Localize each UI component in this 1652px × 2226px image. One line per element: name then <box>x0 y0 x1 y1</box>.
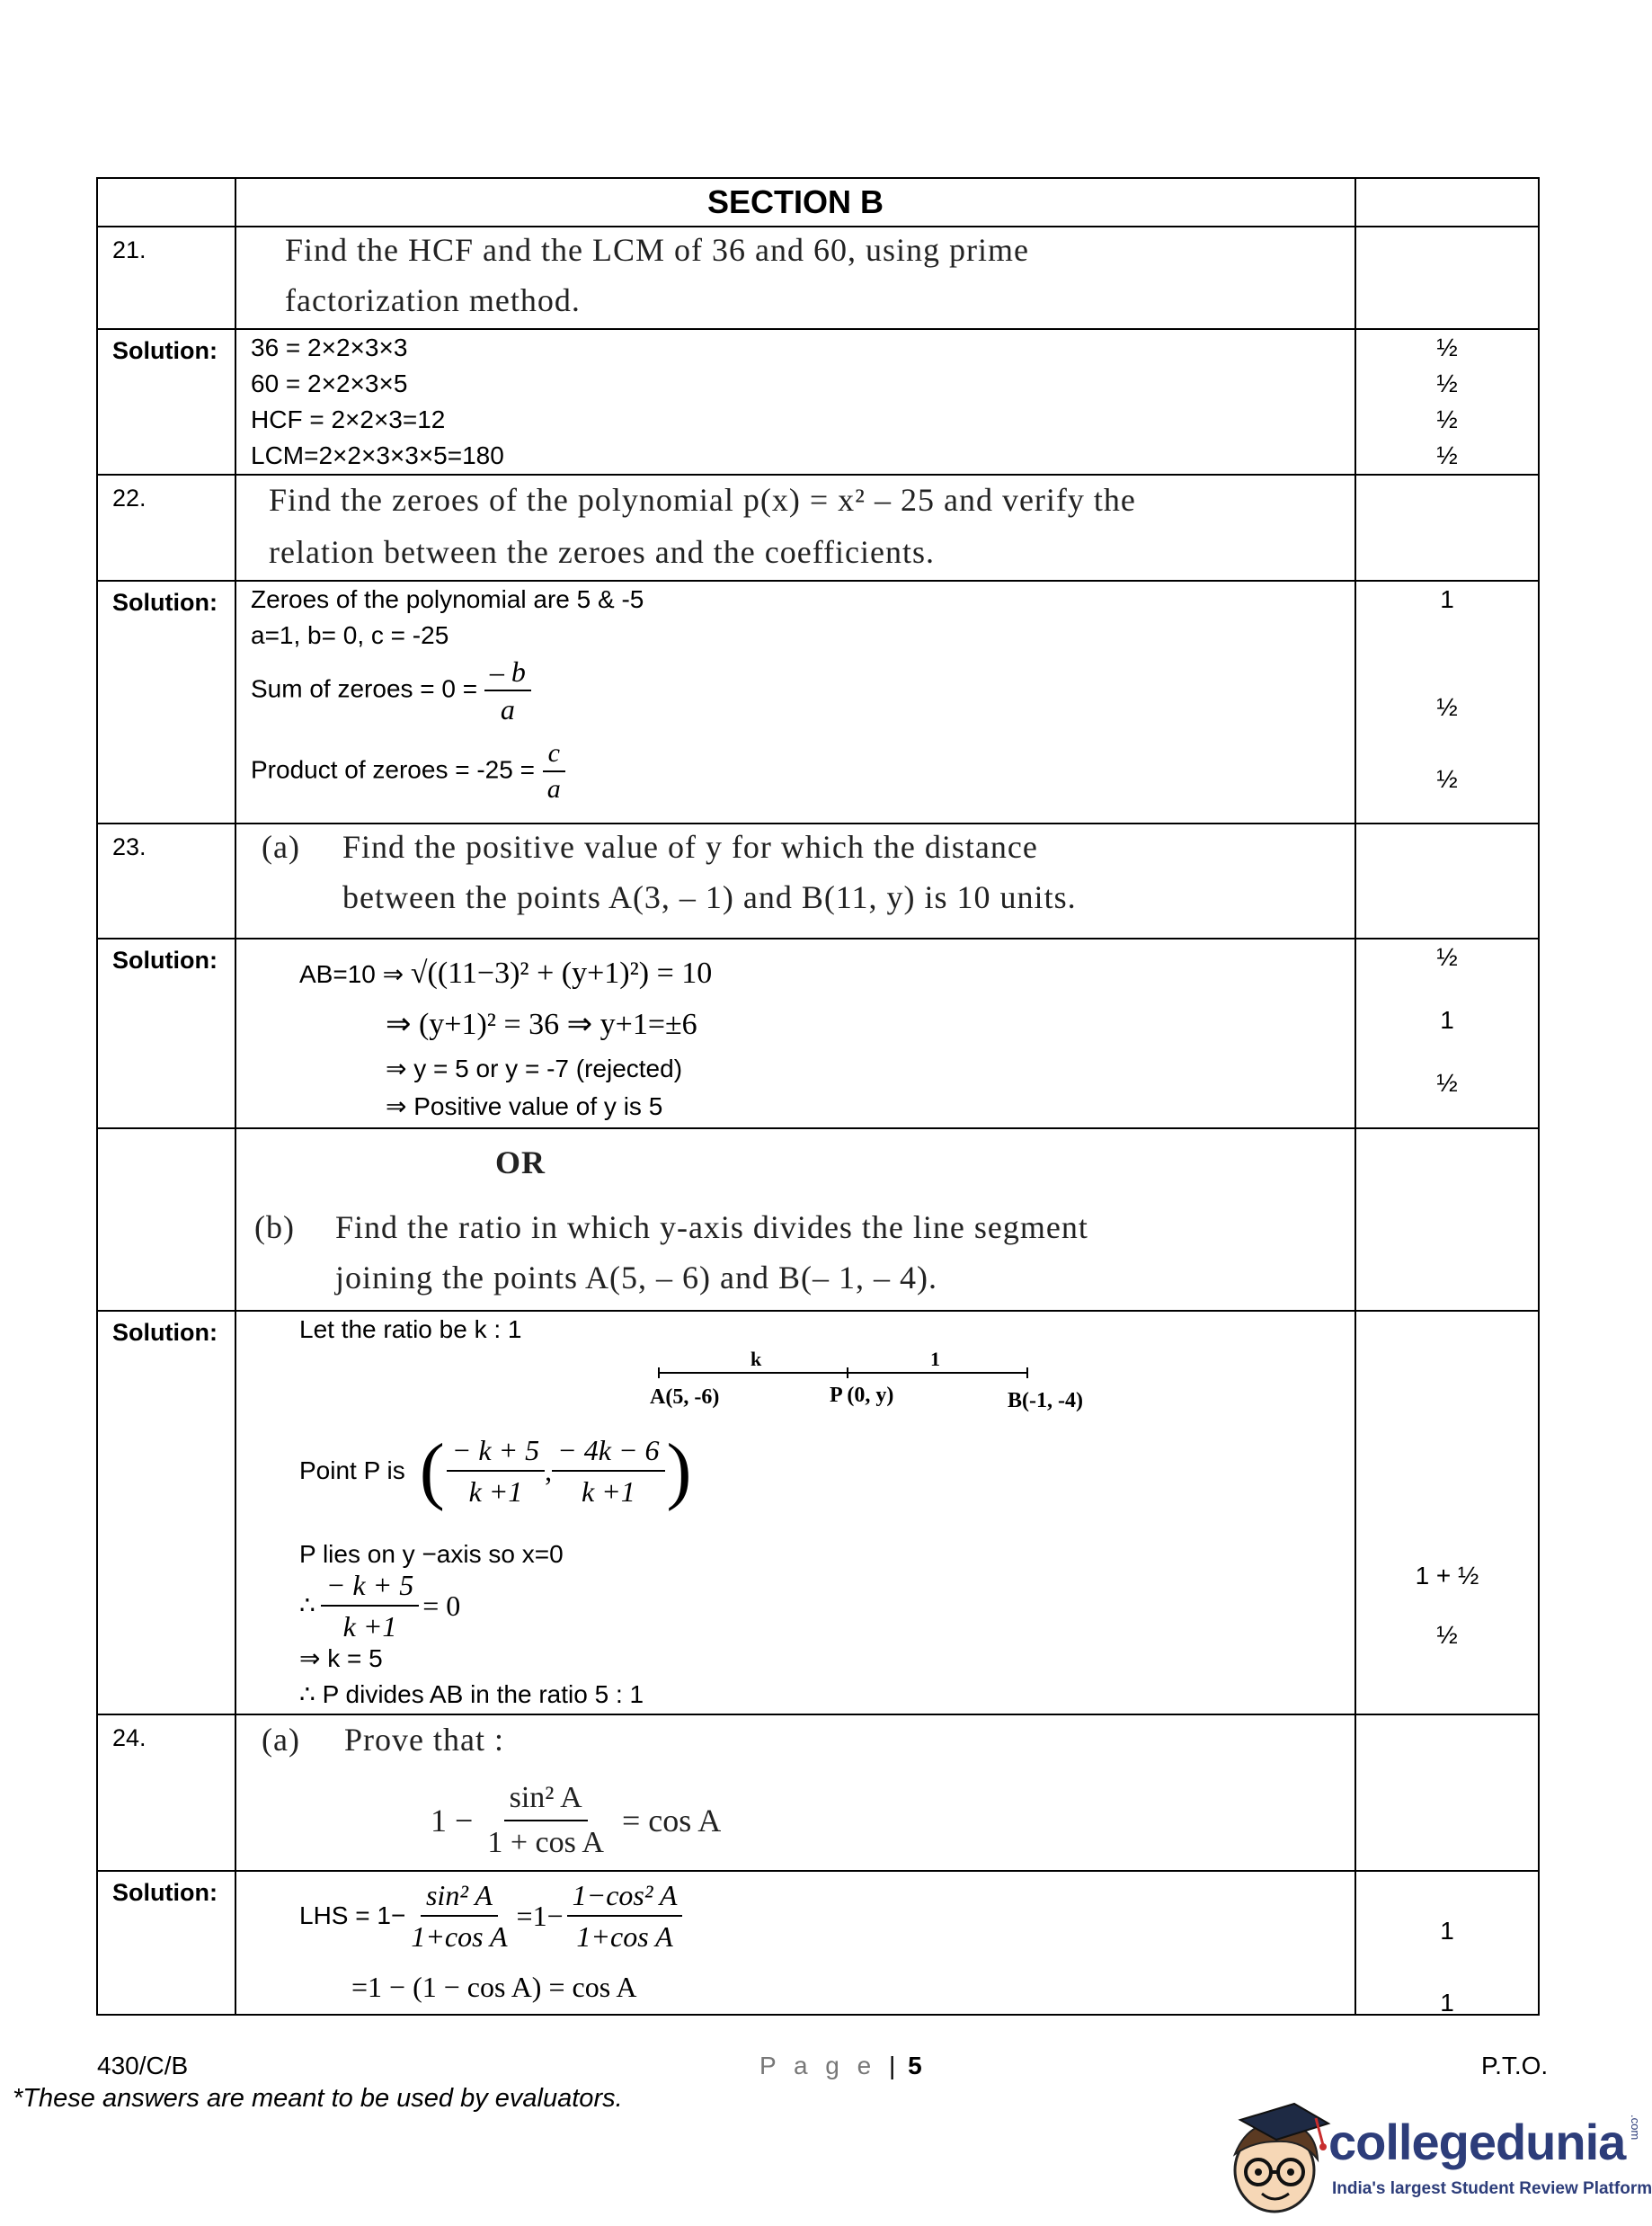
solution-row-23a <box>97 939 1539 1128</box>
solution-line: P lies on y −axis so x=0 <box>299 1540 564 1568</box>
lhs-text: LHS = 1− <box>299 1901 406 1929</box>
marks: ½ <box>1436 1069 1458 1097</box>
question-text: Find the ratio in which y-axis divides the line segment <box>335 1209 1088 1245</box>
collegedunia-logo <box>1222 2100 1652 2217</box>
marks: 1 <box>1440 1989 1454 2017</box>
question-number: 24. <box>112 1724 147 1751</box>
product-of-zeroes <box>251 738 566 805</box>
marks: 1 <box>1440 1006 1454 1034</box>
marks: ½ <box>1436 441 1458 469</box>
solution-label: Solution: <box>112 589 218 616</box>
fraction <box>484 655 531 726</box>
identity-to-prove <box>431 1778 721 1863</box>
question-row-21 <box>97 227 1539 329</box>
solution-row-23b <box>97 1311 1539 1714</box>
solution-line: ∴ P divides AB in the ratio 5 : 1 <box>299 1680 644 1708</box>
numerator: 1−cos² A <box>567 1877 683 1917</box>
marks: 1 <box>1440 1917 1454 1945</box>
ratio-line-diagram <box>650 1348 1083 1420</box>
question-text: joining the points A(5, – 6) and B(– 1, – 4). <box>335 1260 937 1296</box>
question-text: Find the zeroes of the polynomial p(x) = x² – 25 and verify the <box>269 482 1136 518</box>
question-row-23b <box>97 1128 1539 1311</box>
equation-line: ⇒ (y+1)² = 36 ⇒ y+1=±6 <box>386 1008 697 1041</box>
label-point-b: B(-1, -4) <box>1008 1389 1083 1412</box>
solution-line: Zeroes of the polynomial are 5 & -5 <box>251 585 644 613</box>
marks: ½ <box>1436 1621 1458 1649</box>
fraction <box>447 1432 545 1509</box>
logo-tagline: India's largest Student Review Platform <box>1332 2179 1652 2198</box>
question-text: between the points A(3, – 1) and B(11, y) is 10 units. <box>342 879 1077 915</box>
question-text: Find the HCF and the LCM of 36 and 60, using prime <box>285 232 1029 268</box>
question-text: factorization method. <box>285 282 581 318</box>
open-paren: ( <box>419 1429 445 1512</box>
question-number: 22. <box>112 485 147 512</box>
equals-one-minus: =1− <box>516 1900 564 1932</box>
marks: ½ <box>1436 693 1458 721</box>
fraction <box>405 1877 512 1954</box>
fraction <box>321 1567 419 1644</box>
marks: ½ <box>1436 765 1458 793</box>
point-p-text: Point P is <box>299 1456 405 1484</box>
question-part: (a) <box>262 829 300 865</box>
comma: , <box>545 1455 553 1487</box>
fraction <box>552 1432 664 1509</box>
numerator: − k + 5 <box>447 1432 545 1472</box>
solution-line: 36 = 2×2×3×3 <box>251 334 408 361</box>
page-number: 5 <box>908 2052 922 2079</box>
numerator: sin² A <box>421 1877 498 1917</box>
marks: ½ <box>1436 405 1458 433</box>
solution-label: Solution: <box>112 947 218 974</box>
solution-line: =1 − (1 − cos A) = cos A <box>351 1971 637 2003</box>
numerator: sin² A <box>504 1778 588 1821</box>
marks: 1 + ½ <box>1415 1562 1479 1589</box>
solution-line: a=1, b= 0, c = -25 <box>251 621 449 649</box>
close-paren: ) <box>666 1429 692 1512</box>
equation-prefix: AB=10 ⇒ <box>299 960 404 988</box>
denominator: 1+cos A <box>411 1920 508 1953</box>
answer-table <box>96 177 1540 2016</box>
marks: ½ <box>1436 943 1458 971</box>
equation-line <box>299 956 712 993</box>
solution-line: HCF = 2×2×3=12 <box>251 405 446 433</box>
marks: ½ <box>1436 370 1458 397</box>
question-text: relation between the zeroes and the coefficients. <box>269 534 936 570</box>
therefore-symbol: ∴ <box>299 1591 315 1619</box>
equation-rhs: = 0 <box>422 1589 461 1622</box>
section-title: SECTION B <box>706 183 884 220</box>
solution-line: Let the ratio be k : 1 <box>299 1315 522 1343</box>
denominator: 1 + cos A <box>487 1826 604 1859</box>
denominator: a <box>500 693 515 726</box>
equation-line: ⇒ Positive value of y is 5 <box>386 1092 663 1120</box>
solution-line: LCM=2×2×3×3×5=180 <box>251 441 504 469</box>
page-separator: | <box>889 2052 896 2079</box>
lhs-step <box>299 1877 682 1954</box>
point-p-expression <box>299 1429 692 1512</box>
question-number: 21. <box>112 236 147 263</box>
numerator: − 4k − 6 <box>552 1432 664 1472</box>
identity-one: 1 − <box>431 1803 474 1839</box>
product-text: Product of zeroes = -25 = <box>251 755 535 784</box>
denominator: 1+cos A <box>576 1920 673 1953</box>
denominator: a <box>546 774 561 804</box>
label-point-p: P (0, y) <box>830 1384 894 1407</box>
solution-row-22 <box>97 581 1539 824</box>
numerator: c <box>543 738 565 772</box>
marks: 1 <box>1440 585 1454 613</box>
numerator: − k + 5 <box>321 1567 419 1607</box>
denominator: k +1 <box>468 1475 523 1508</box>
page-indicator <box>759 2052 922 2080</box>
solution-label: Solution: <box>112 1319 218 1346</box>
identity-rhs: = cos A <box>622 1803 722 1839</box>
pto-label: P.T.O. <box>1481 2052 1549 2079</box>
solution-row-21 <box>97 329 1539 475</box>
solution-line: ⇒ k = 5 <box>299 1644 383 1672</box>
sum-text: Sum of zeroes = 0 = <box>251 674 478 703</box>
label-one: 1 <box>930 1348 940 1370</box>
denominator: k +1 <box>581 1475 635 1508</box>
question-text: Prove that : <box>344 1722 504 1758</box>
solution-label: Solution: <box>112 337 218 364</box>
question-part: (b) <box>254 1209 295 1245</box>
question-row-22 <box>97 475 1539 581</box>
x-equation <box>299 1567 460 1644</box>
evaluator-note: *These answers are meant to be used by evaluators. <box>13 2084 623 2113</box>
mascot-icon <box>1222 2100 1330 2217</box>
sum-of-zeroes <box>251 655 531 726</box>
question-part: (a) <box>262 1722 300 1758</box>
solution-label: Solution: <box>112 1879 218 1906</box>
distance-equation: √((11−3)² + (y+1)²) = 10 <box>410 957 713 990</box>
question-row-23a <box>97 824 1539 939</box>
solution-row-24a <box>97 1871 1539 2015</box>
label-k: k <box>751 1348 762 1370</box>
marks: ½ <box>1436 334 1458 361</box>
page-label: P a g e <box>759 2052 877 2079</box>
fraction <box>542 738 566 805</box>
logo-brand: collegedunia <box>1328 2114 1626 2170</box>
question-text: Find the positive value of y for which the distance <box>342 829 1038 865</box>
solution-line: 60 = 2×2×3×5 <box>251 370 408 397</box>
label-point-a: A(5, -6) <box>650 1385 720 1409</box>
numerator: – b <box>484 655 531 691</box>
question-number: 23. <box>112 833 147 860</box>
question-row-24a <box>97 1714 1539 1871</box>
section-header-row <box>97 178 1539 227</box>
fraction <box>567 1877 683 1954</box>
paper-code: 430/C/B <box>97 2052 189 2079</box>
equation-line: ⇒ y = 5 or y = -7 (rejected) <box>386 1055 683 1082</box>
logo-suffix: .com <box>1629 2115 1642 2141</box>
denominator: k +1 <box>342 1610 397 1643</box>
fraction <box>482 1778 609 1863</box>
or-label: OR <box>495 1144 546 1180</box>
